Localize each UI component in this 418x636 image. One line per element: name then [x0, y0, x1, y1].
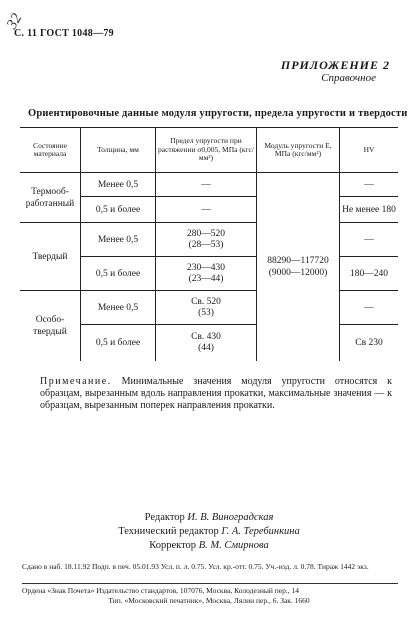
corr-name: В. М. Смирнова [198, 540, 269, 551]
limit-cell: — [156, 173, 257, 197]
note-text: Минимальные значения модуля упругости относятся к образцам, вырезанным вдоль направления прокатки, максимальные значения — к образцам, вырезанным поперек направления прокатки. [40, 376, 393, 411]
corr-role: Корректор [149, 540, 197, 551]
credit-corrector [0, 540, 418, 551]
table-title: Ориентировочные данные модуля упругости, предела упругости и твердости [28, 108, 408, 119]
table-row [20, 173, 398, 197]
page-header: С. 11 ГОСТ 1048—79 [14, 28, 114, 39]
note-label: Примечание. [40, 376, 112, 387]
imprint-divider [22, 583, 398, 584]
col-modulus: Модуль упругости E, МПа (кгс/мм²) [257, 128, 340, 173]
state-cell: Термооб-работанный [25, 186, 75, 209]
properties-table [20, 127, 398, 361]
appendix-type: Справочное [321, 72, 376, 84]
handwritten-page-number: 32 [4, 11, 26, 32]
limit-cell [156, 223, 257, 257]
limit-cell [156, 291, 257, 325]
modulus-kgf: (9000—12000) [268, 267, 328, 278]
limit-cell [156, 325, 257, 361]
hv-cell: 180—240 [340, 257, 399, 291]
credit-tech-editor [0, 526, 418, 537]
hv-cell: Св 230 [340, 325, 399, 361]
thickness-cell: Менее 0,5 [81, 291, 156, 325]
limit-cell [156, 257, 257, 291]
thickness-cell: Менее 0,5 [81, 173, 156, 197]
credit-editor [0, 512, 418, 523]
modulus-cell [257, 173, 340, 361]
table-header-row [20, 128, 398, 173]
limit-kgf: (44) [198, 342, 214, 353]
limit-cell: — [156, 197, 257, 223]
table-row [20, 223, 398, 257]
limit-kgf: (23—44) [188, 273, 224, 284]
table-note [40, 376, 392, 412]
state-cell: Особо-твердый [20, 291, 81, 361]
table-row [20, 291, 398, 325]
limit-kgf: (28—53) [188, 239, 224, 250]
tech-role: Технический редактор [118, 526, 219, 537]
hv-cell: — [340, 173, 399, 197]
limit-kgf: (53) [198, 307, 214, 318]
imprint-print-data: Сдано в наб. 18.11.92 Подп. в печ. 05.01.93 Усл. п. л. 0.75. Усл. кр.-отт. 0.75. Уч.-изд. л. 0.78. Тираж 1442 экз. [22, 562, 369, 571]
hv-cell: — [340, 223, 399, 257]
imprint-publisher: Ордена «Знак Почета» Издательство стандартов, 107076, Москва, Колодезный пер., 14 [22, 586, 300, 595]
col-hv: HV [340, 128, 399, 173]
thickness-cell: Менее 0,5 [81, 223, 156, 257]
limit-mpa: Св. 520 [191, 296, 221, 307]
state-cell: Твердый [20, 223, 81, 291]
tech-name: Г. А. Теребинкина [221, 526, 300, 537]
limit-mpa: 280—520 [187, 228, 225, 239]
hv-cell: Не менее 180 [340, 197, 399, 223]
modulus-mpa: 88290—117720 [267, 255, 329, 266]
thickness-cell: 0,5 и более [81, 257, 156, 291]
editor-role: Редактор [144, 512, 185, 523]
thickness-cell: 0,5 и более [81, 197, 156, 223]
editor-name: И. В. Виноградская [187, 512, 274, 523]
limit-mpa: Св. 430 [191, 331, 221, 342]
col-thickness: Толщина, мм [81, 128, 156, 173]
hv-cell: — [340, 291, 399, 325]
appendix-label: ПРИЛОЖЕНИЕ 2 [280, 58, 390, 72]
limit-mpa: 230—430 [187, 262, 225, 273]
col-elastic-limit: Предел упругости при растяжении σ0,005, МПа (кгс/мм²) [156, 128, 257, 173]
thickness-cell: 0,5 и более [81, 325, 156, 361]
col-state: Состояние материала [20, 128, 81, 173]
imprint-printer: Тип. «Московский печатник», Москва, Лялин пер., 6. Зак. 1660 [108, 596, 310, 605]
